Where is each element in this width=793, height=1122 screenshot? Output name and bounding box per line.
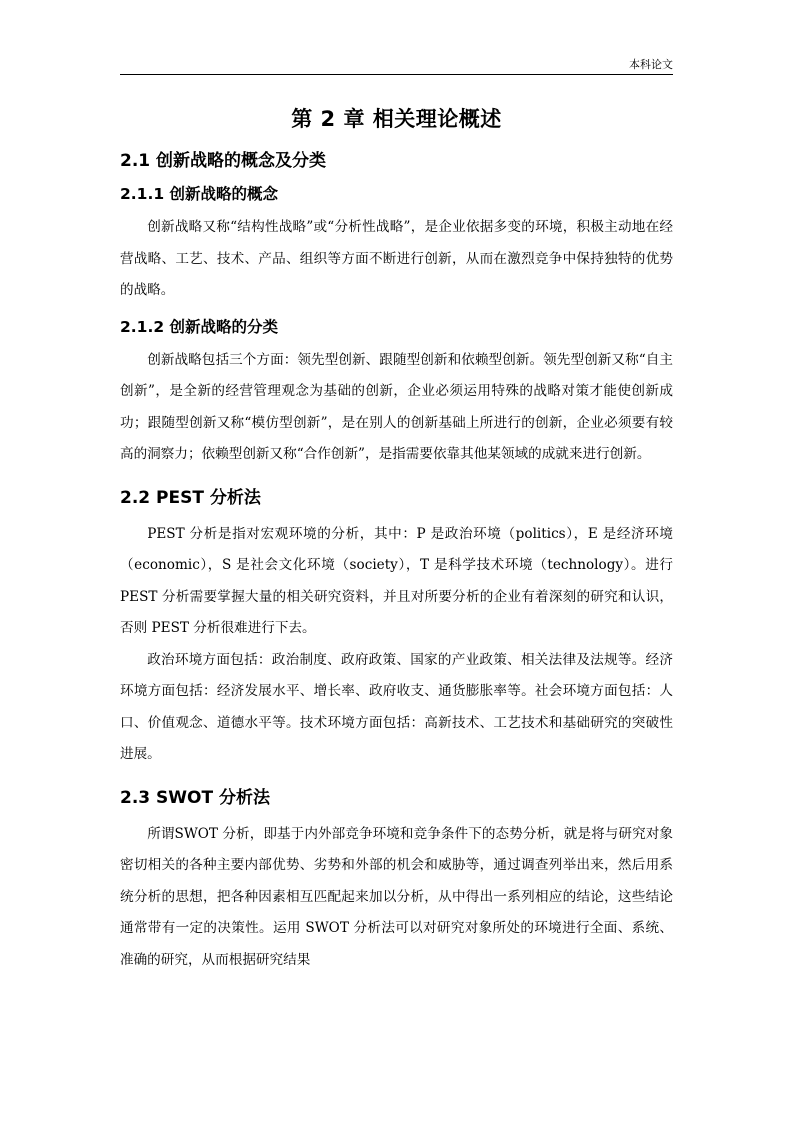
section-2-2-heading: 2.2 PEST 分析法 — [120, 487, 261, 508]
paragraph: 创新战略包括三个方面：领先型创新、跟随型创新和依赖型创新。领先型创新又称“自主创新”，是全新的经营管理观念为基础的创新，企业必须运用特殊的战略对策才能使创新成功；跟随型创新又称“模仿型创新”，是在别人的创新基础上所进行的创新，企业必须要有较高的洞察力；依赖型创新又称“合作创新”，是指需要依靠其他某领域的成就来进行创新。 — [120, 351, 673, 462]
header-divider — [120, 74, 673, 75]
section-2-1-2-heading: 2.1.2 创新战略的分类 — [120, 317, 279, 336]
paragraph: 创新战略又称“结构性战略”或“分析性战略”，是企业依据多变的环境，积极主动地在经营战略、工艺、技术、产品、组织等方面不断进行创新，从而在激烈竞争中保持独特的优势的战略。 — [120, 219, 673, 298]
chapter-title: 第 2 章 相关理论概述 — [291, 107, 502, 131]
paragraph: 政治环境方面包括：政治制度、政府政策、国家的产业政策、相关法律及法规等。经济环境方面包括：经济发展水平、增长率、政府收支、通货膨胀率等。社会环境方面包括：人口、价值观念、道德水平等。技术环境方面包括：高新技术、工艺技术和基础研究的突破性进展。 — [120, 651, 673, 762]
page-body — [120, 100, 673, 976]
section-2-3-heading: 2.3 SWOT 分析法 — [120, 787, 270, 808]
paragraph: PEST 分析是指对宏观环境的分析，其中：P 是政治环境（politics），E 是经济环境（economic），S 是社会文化环境（society），T 是科学技术环境（technology）。进行 PEST 分析需要掌握大量的相关研究资料，并且对所要分析的企业有着深刻的研究和认识，否则 PEST 分析很难进行下去。 — [120, 525, 673, 636]
section-2-1-1-heading: 2.1.1 创新战略的概念 — [120, 185, 279, 203]
section-2-1-heading: 2.1 创新战略的概念及分类 — [120, 151, 327, 171]
running-header: 本科论文 — [629, 58, 673, 71]
paragraph: 所谓SWOT 分析，即基于内外部竞争环境和竞争条件下的态势分析，就是将与研究对象密切相关的各种主要内部优势、劣势和外部的机会和威胁等，通过调查列举出来，然后用系统分析的思想，把各种因素相互匹配起来加以分析，从中得出一系列相应的结论，这些结论通常带有一定的决策性。运用 SWOT 分析法可以对研究对象所处的环境进行全面、系统、准确的研究，从而根据研究结果 — [120, 825, 673, 968]
